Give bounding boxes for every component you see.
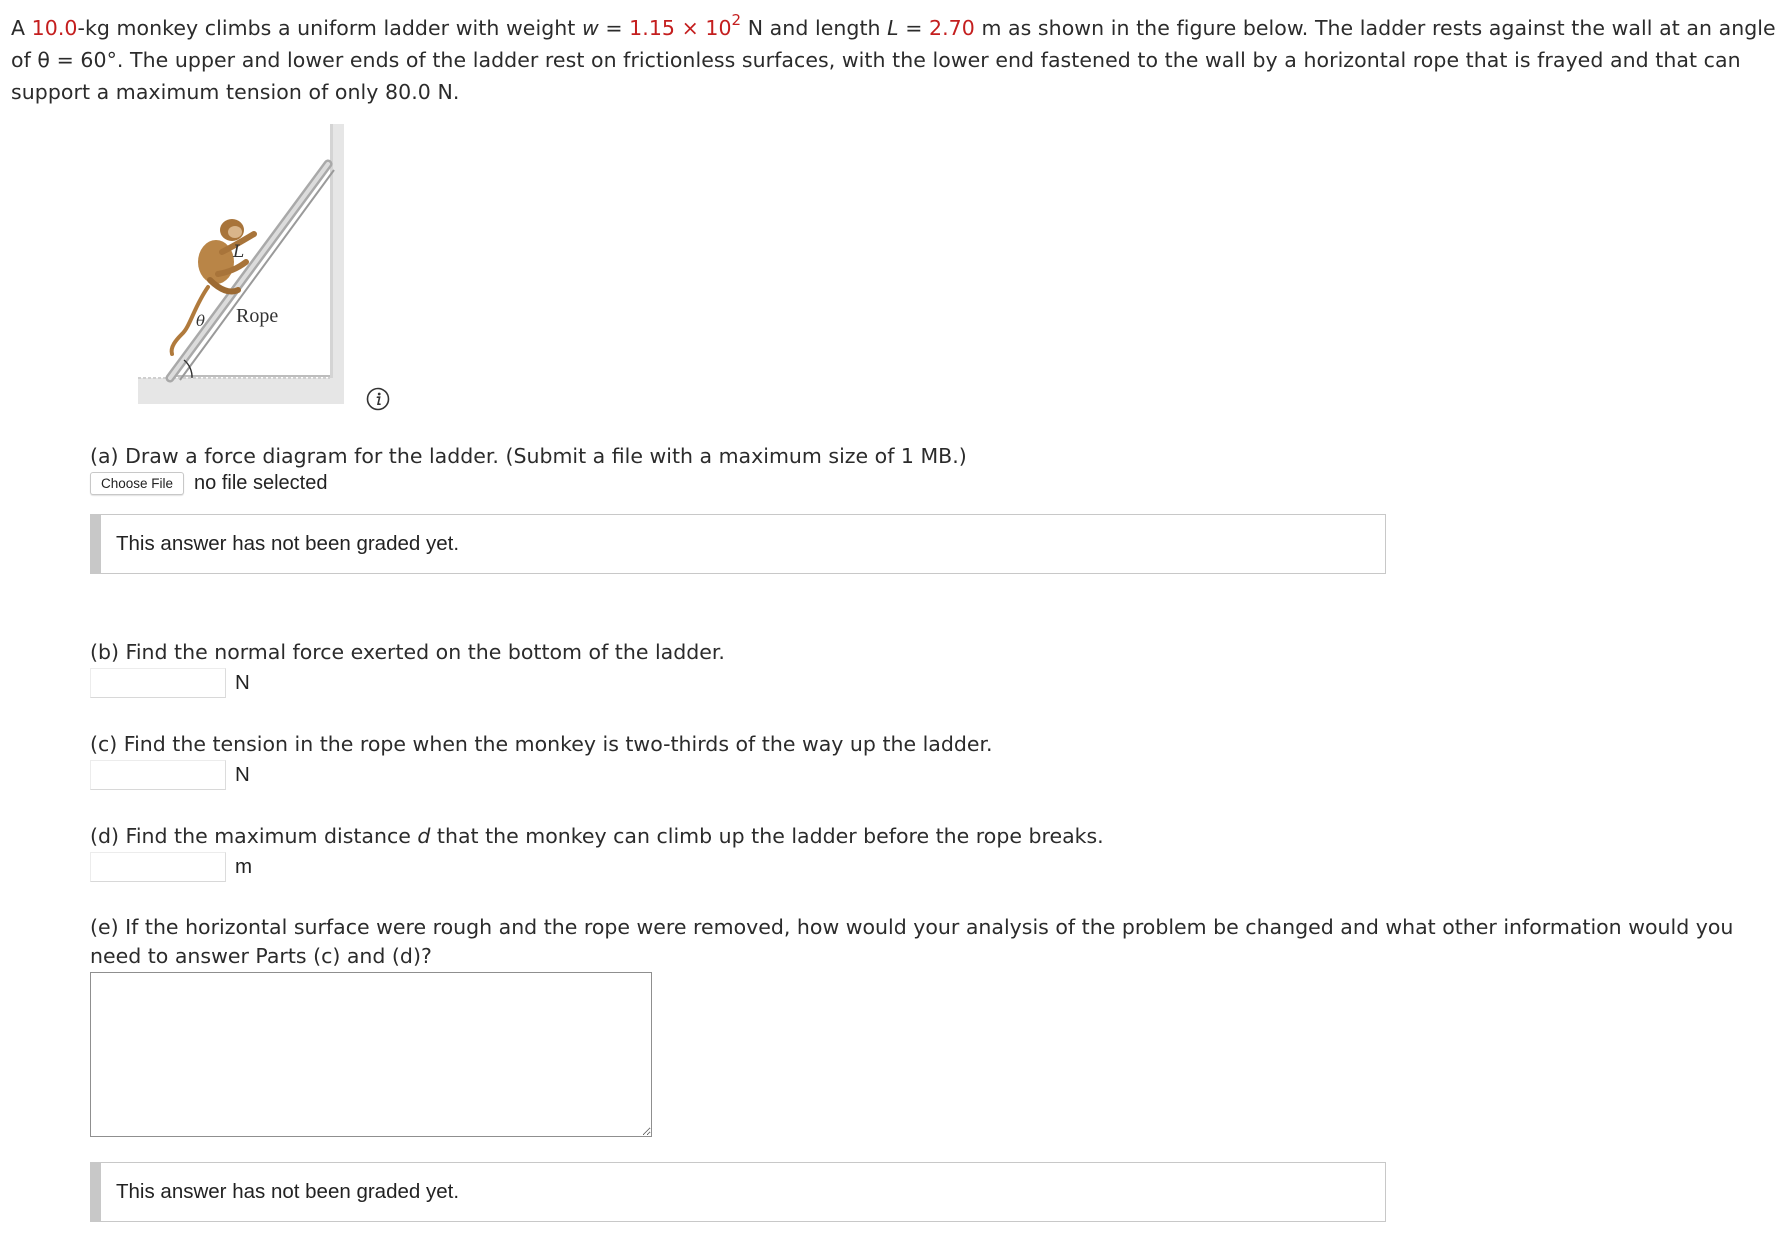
part-e-grading-status: This answer has not been graded yet.	[90, 1162, 1386, 1222]
length-value: 2.70	[929, 16, 975, 40]
part-b-label: (b) Find the normal force exerted on the bottom of the ladder.	[90, 640, 725, 664]
problem-statement: A 10.0-kg monkey climbs a uniform ladder with weight $w = 1.15 \times 10^2$ N and length L = 2.70 m as shown in the figure below. The ladder rests against the wall at an angle of θ = 60°. The upper and lower ends of the ladder rest on frictionless surfaces, with the lower end fastened to the wall by a horizontal rope that is frayed and that can support a maximum tension of only 80.0 N.	[11, 11, 1776, 104]
part-b-answer-row	[90, 667, 250, 699]
part-c-unit: N	[235, 763, 250, 786]
weight-value: $1.15 \times 10^2$	[629, 11, 742, 40]
part-d-unit: m	[235, 855, 253, 878]
part-b-unit: N	[235, 671, 250, 694]
rope-label: Rope	[236, 305, 279, 327]
part-d-input[interactable]	[90, 852, 226, 882]
part-c-answer-row	[90, 759, 250, 791]
part-e-label: (e) If the horizontal surface were rough and the rope were removed, how would your analysis of the problem be changed and what other information would you need to answer Parts (c) and (d)?	[90, 915, 1734, 968]
part-a-label: (a) Draw a force diagram for the ladder. (Submit a file with a maximum size of 1 MB.)	[90, 444, 967, 468]
file-status: no file selected	[194, 471, 328, 494]
part-c-input[interactable]	[90, 760, 226, 790]
theta-label: θ	[196, 312, 206, 330]
length-label: L	[233, 242, 245, 262]
part-c-label: (c) Find the tension in the rope when the monkey is two-thirds of the way up the ladder.	[90, 732, 993, 756]
part-a-grading-status: This answer has not been graded yet.	[90, 514, 1386, 574]
part-d-label: (d) Find the maximum distance d that the monkey can climb up the ladder before the rope breaks.	[90, 824, 1104, 848]
ladder-illustration	[134, 122, 364, 412]
part-b-input[interactable]	[90, 668, 226, 698]
choose-file-button[interactable]: Choose File	[90, 472, 184, 495]
part-e-textarea[interactable]	[90, 972, 652, 1137]
file-upload	[90, 470, 327, 496]
info-icon[interactable]	[366, 387, 390, 411]
part-d-answer-row	[90, 851, 252, 883]
mass-value: 10.0	[31, 16, 78, 40]
ladder-figure	[134, 122, 364, 412]
ladder	[170, 164, 334, 380]
